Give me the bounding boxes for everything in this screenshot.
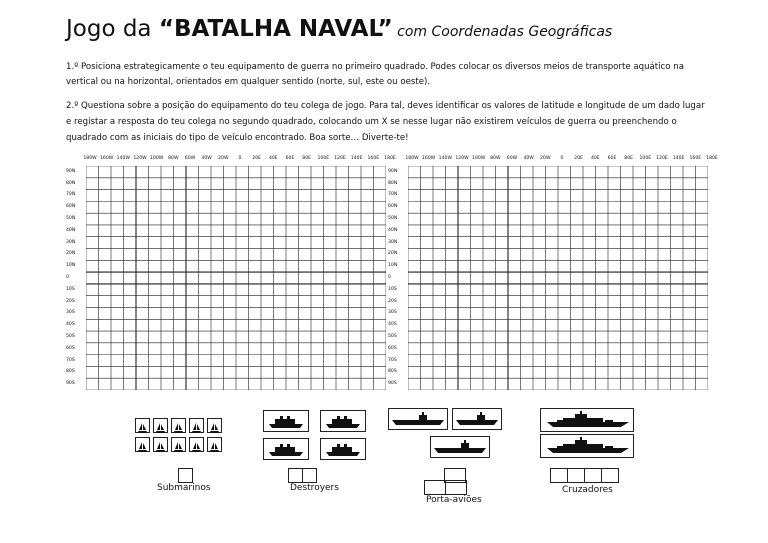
submarine-icon (153, 437, 168, 452)
submarine-icon (207, 418, 222, 433)
longitude-label: 160W (422, 156, 436, 161)
submarine-icon (135, 437, 150, 452)
longitude-label: 140E (672, 156, 685, 161)
aircraft-carrier-icon (388, 408, 448, 430)
destroyer-icon (263, 410, 309, 432)
latitude-label: 0 (388, 275, 391, 280)
longitude-label: 20W (218, 156, 229, 161)
latitude-label: 30S (388, 310, 397, 316)
longitude-label: 120W (133, 156, 147, 161)
latitude-label: 20S (66, 298, 75, 304)
latitude-label: 90N (388, 168, 398, 174)
latitude-label: 60S (66, 345, 75, 351)
title-prefix: Jogo da (66, 16, 159, 42)
longitude-label: 100W (472, 156, 486, 161)
latitude-label: 70N (388, 192, 398, 198)
destroyer-icon (320, 438, 366, 460)
page-title (66, 16, 612, 42)
longitude-label: 0 (560, 156, 564, 161)
instruction-step-2: 2.º Questiona sobre a posição do equipamento do teu colega de jogo. Para tal, deves identificar os valores de latitude e longitude de um dado lugar e registar a resposta do teu colega no segundo quadrado, colocando um X se nesse lugar não existirem veículos de guerra ou preenchendo o quadrado com as iniciais do tipo de veículo encontrado. Boa sorte… Diverte-te! (66, 101, 705, 143)
cruiser-boxes (550, 468, 618, 483)
latitude-label: 60N (66, 204, 76, 210)
longitude-label: 60E (607, 156, 617, 161)
destroyer-icon (263, 438, 309, 460)
latitude-label: 60S (388, 345, 397, 351)
submarine-icon (153, 418, 168, 433)
aircraft-carrier-icon (430, 436, 490, 458)
latitude-label: 10N (388, 263, 398, 269)
latitude-label: 80N (388, 180, 398, 186)
latitude-label: 40N (388, 227, 398, 233)
latitude-label: 40S (388, 322, 397, 328)
longitude-label: 20W (540, 156, 551, 161)
latitude-label: 70S (388, 357, 397, 363)
latitude-label: 10N (66, 263, 76, 269)
latitude-label: 50N (388, 216, 398, 222)
longitude-label: 180E (706, 156, 718, 161)
aircraft-carrier-icon (452, 408, 502, 430)
longitude-label: 0 (238, 156, 242, 161)
title-suffix: com Coordenadas Geográficas (392, 24, 613, 40)
longitude-label: 180W (83, 156, 97, 161)
latitude-label: 20S (388, 298, 397, 304)
longitude-label: 80E (302, 156, 312, 161)
longitude-label: 20E (252, 156, 262, 161)
longitude-label: 140W (438, 156, 452, 161)
latitude-label: 10S (388, 286, 397, 292)
latitude-label: 50S (66, 333, 75, 339)
longitude-label: 100W (150, 156, 164, 161)
title-main: “BATALHA NAVAL” (158, 16, 393, 42)
longitude-label: 60W (184, 156, 196, 161)
longitude-label: 120E (656, 156, 668, 161)
longitude-label: 140W (116, 156, 130, 161)
destroyer-icon (320, 410, 366, 432)
latitude-label: 50S (388, 333, 397, 339)
submarine-icon (189, 437, 204, 452)
destroyers-label: Destroyers (290, 483, 339, 493)
carrier-boxes-bottom (424, 480, 466, 495)
latitude-label: 80N (66, 180, 76, 186)
submarines-label: Submarinos (157, 483, 211, 493)
latitude-label: 20N (66, 251, 76, 257)
longitude-label: 80E (624, 156, 634, 161)
carrier-label: Porta-aviões (426, 495, 482, 505)
latitude-label: 70S (66, 357, 75, 363)
submarine-icon (171, 437, 186, 452)
longitude-label: 120W (455, 156, 469, 161)
latitude-label: 40S (66, 322, 75, 328)
latitude-label: 30N (388, 239, 398, 245)
longitude-label: 100E (317, 156, 330, 161)
cruisers-label: Cruzadores (562, 485, 613, 495)
latitude-label: 80S (66, 369, 75, 375)
longitude-label: 40E (590, 156, 600, 161)
longitude-label: 160W (100, 156, 114, 161)
longitude-label: 40W (523, 156, 534, 161)
longitude-label: 120E (334, 156, 346, 161)
latitude-label: 60N (388, 204, 398, 210)
longitude-labels (83, 155, 396, 165)
longitude-label: 80W (168, 156, 179, 161)
own-grid-cells[interactable] (86, 166, 386, 390)
latitude-label: 20N (388, 251, 398, 257)
cruiser-icon (540, 408, 634, 432)
longitude-label: 40W (201, 156, 212, 161)
latitude-label: 90S (388, 381, 397, 387)
longitude-label: 60W (506, 156, 518, 161)
submarine-boxes (178, 468, 192, 483)
longitude-label: 40E (268, 156, 278, 161)
instruction-step-1: 1.º Posiciona estrategicamente o teu equipamento de guerra no primeiro quadrado. Podes colocar os diversos meios de transporte aquático na vertical ou na horizontal, orientados em qualquer sentido (norte, sul, este ou oeste). (66, 62, 684, 87)
submarine-icon (135, 418, 150, 433)
submarine-icon (189, 418, 204, 433)
submarine-icon (171, 418, 186, 433)
longitude-label: 160E (689, 156, 702, 161)
longitude-label: 180W (405, 156, 419, 161)
latitude-label: 10S (66, 286, 75, 292)
latitude-label: 90S (66, 381, 75, 387)
opponent-grid-cells[interactable] (408, 166, 708, 390)
destroyer-boxes (288, 468, 316, 483)
longitude-label: 80W (490, 156, 501, 161)
longitude-label: 140E (350, 156, 363, 161)
longitude-label: 100E (639, 156, 652, 161)
longitude-label: 180E (384, 156, 396, 161)
longitude-label: 20E (574, 156, 584, 161)
longitude-label: 60E (285, 156, 295, 161)
latitude-label: 50N (66, 216, 76, 222)
submarine-icon (207, 437, 222, 452)
longitude-labels (405, 155, 718, 165)
longitude-label: 160E (367, 156, 380, 161)
cruiser-icon (540, 434, 634, 458)
latitude-label: 40N (66, 227, 76, 233)
latitude-label: 30S (66, 310, 75, 316)
latitude-label: 30N (66, 239, 76, 245)
latitude-label: 70N (66, 192, 76, 198)
latitude-label: 0 (66, 275, 69, 280)
latitude-label: 80S (388, 369, 397, 375)
latitude-label: 90N (66, 168, 76, 174)
